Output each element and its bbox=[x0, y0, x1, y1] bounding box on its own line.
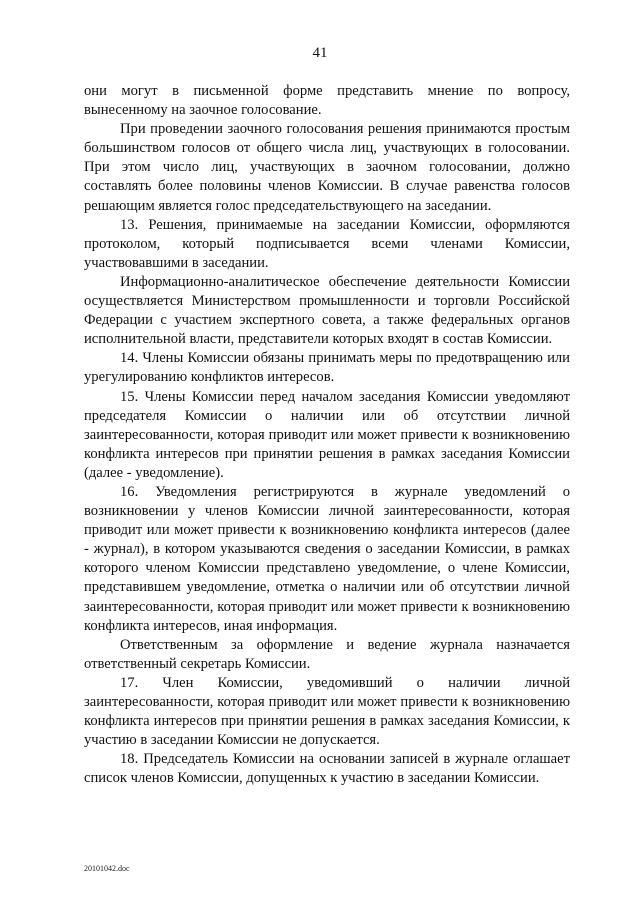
paragraph-item-13: 13. Решения, принимаемые на заседании Комиссии, оформляются протоколом, который подписывается всеми членами Комиссии, участвовавшими в заседании. bbox=[84, 216, 570, 271]
paragraph-item-16: 16. Уведомления регистрируются в журнале уведомлений о возникновении у членов Комиссии личной заинтересованности, которая приводит или может привести к возникновению конфликта интересов (далее - журнал), в котором указываются сведения о заседании Комиссии, в рамках которого членом Комиссии представлено уведомление, о члене Комиссии, представившем уведомление, отметка о наличии или об отсутствии личной заинтересованности, которая приводит или может привести к возникновению конфликта интересов, иная информация. bbox=[84, 483, 570, 634]
paragraph-item-15: 15. Члены Комиссии перед началом заседания Комиссии уведомляют председателя Комиссии о наличии или об отсутствии личной заинтересованности, которая приводит или может привести к возникновению конфликта интересов при принятии решения в рамках заседания Комиссии (далее - уведомление). bbox=[84, 388, 570, 481]
paragraph-item-18: 18. Председатель Комиссии на основании записей в журнале оглашает список членов Комиссии, допущенных к участию в заседании Комиссии. bbox=[84, 751, 570, 787]
paragraph-item-17: 17. Член Комиссии, уведомивший о наличии личной заинтересованности, которая приводит или может привести к возникновению конфликта интересов при принятии решения в рамках заседания Комиссии, к участию в заседании Комиссии не допускается. bbox=[84, 674, 570, 749]
paragraph-journal-responsible: Ответственным за оформление и ведение журнала назначается ответственный секретарь Комиссии. bbox=[84, 636, 570, 672]
paragraph-item-14: 14. Члены Комиссии обязаны принимать меры по предотвращению или урегулированию конфликтов интересов. bbox=[84, 350, 570, 386]
footer-filename: 20101042.doc bbox=[84, 864, 130, 873]
paragraph-continuation: они могут в письменной форме представить мнение по вопросу, вынесенному на заочное голосование. bbox=[84, 83, 570, 119]
page-number: 41 bbox=[312, 45, 328, 61]
paragraph-analytical-support: Информационно-аналитическое обеспечение деятельности Комиссии осуществляется Министерством промышленности и торговли Российской Федерации с участием экспертного совета, а также федеральных органов исполнительной власти, представители которых входят в состав Комиссии. bbox=[84, 273, 570, 348]
document-body bbox=[84, 82, 570, 788]
paragraph-absentee-voting: При проведении заочного голосования решения принимаются простым большинством голосов от общего числа лиц, участвующих в голосовании. При этом число лиц, участвующих в заочном голосовании, должно составлять более половины членов Комиссии. В случае равенства голосов решающим является голос председательствующего на заседании. bbox=[84, 121, 570, 214]
